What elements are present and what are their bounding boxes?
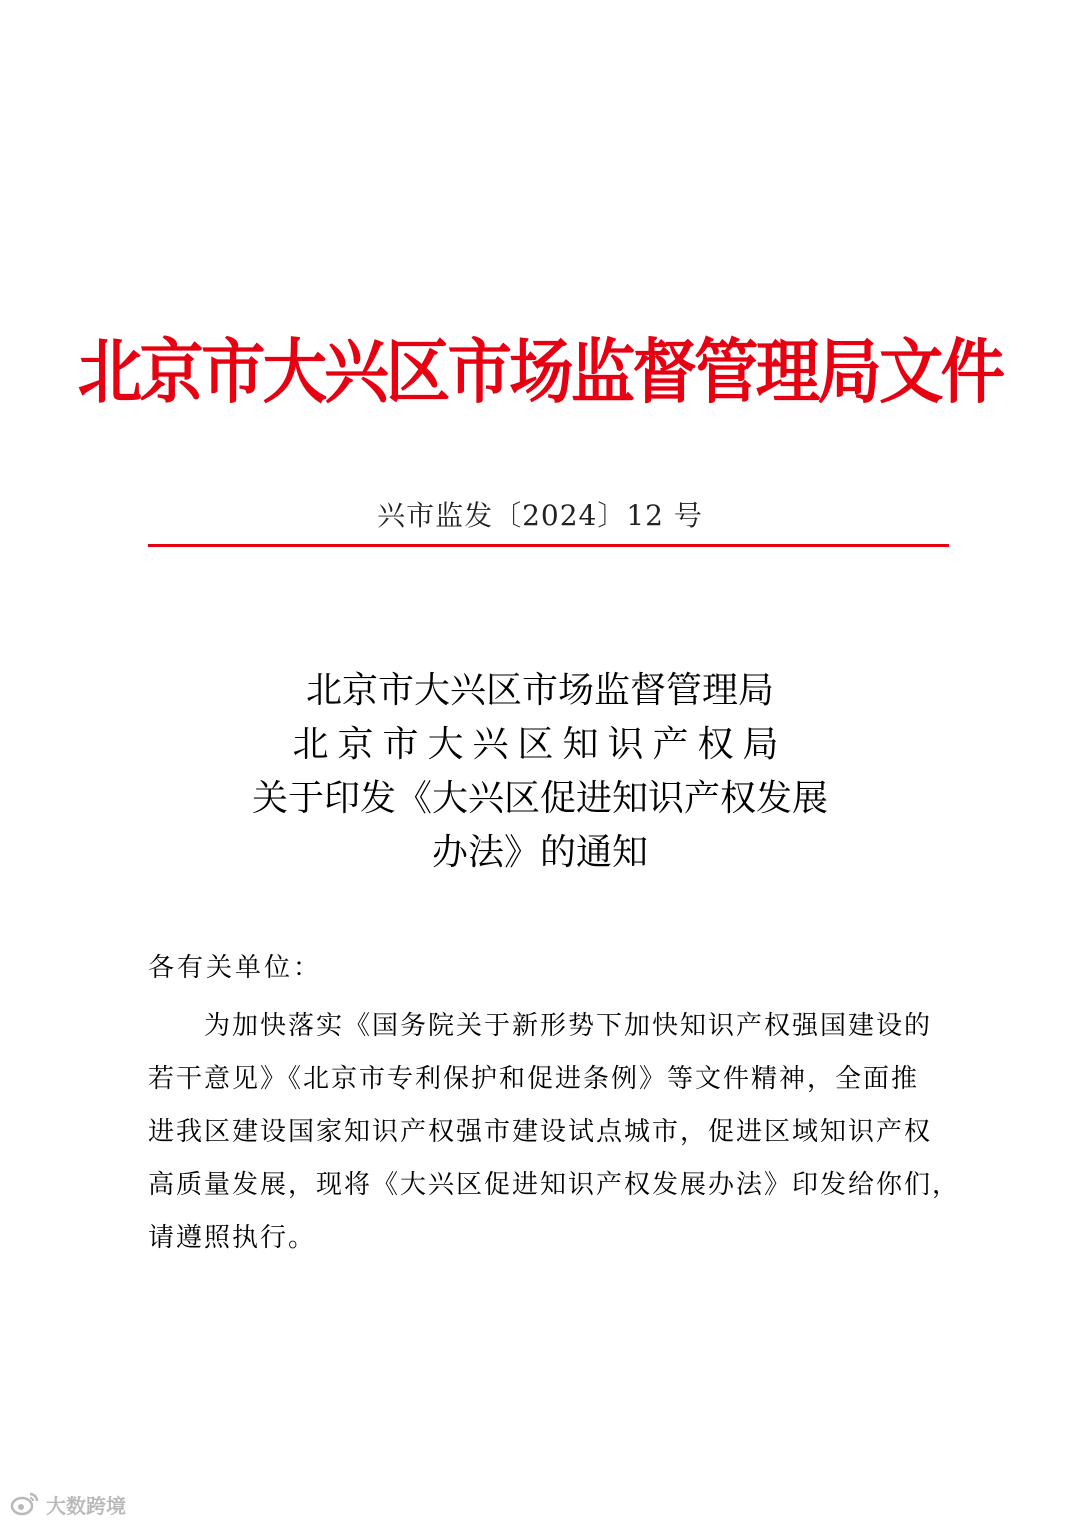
- document-masthead: 北京市大兴区市场监督管理局文件: [77, 331, 1003, 413]
- watermark: [10, 1489, 126, 1519]
- body-paragraph: [148, 1000, 961, 1265]
- body-line-3: 进我区建设国家知识产权强市建设试点城市，促进区域知识产权: [148, 1117, 933, 1147]
- body-line-1: 为加快落实《国务院关于新形势下加快知识产权强国建设的: [204, 1011, 933, 1041]
- notice-title-line-4: 办法》的通知: [431, 832, 648, 873]
- notice-title: [0, 664, 1080, 880]
- body-line-5: 请遵照执行。: [148, 1223, 317, 1253]
- notice-title-line-3: 关于印发《大兴区促进知识产权发展: [251, 778, 828, 819]
- notice-title-line-2: 北京市大兴区知识产权局: [292, 724, 788, 765]
- weibo-logo-icon: [10, 1491, 40, 1517]
- watermark-text: 大数跨境: [46, 1493, 126, 1518]
- body-line-4: 高质量发展，现将《大兴区促进知识产权发展办法》印发给你们，: [148, 1170, 961, 1200]
- red-divider-line: [148, 544, 949, 547]
- notice-title-line-1: 北京市大兴区市场监督管理局: [305, 670, 774, 711]
- body-line-2: 若干意见》《北京市专利保护和促进条例》等文件精神，全面推: [148, 1064, 920, 1094]
- document-number: 兴市监发〔2024〕12 号: [377, 499, 703, 532]
- salutation: 各有关单位：: [148, 953, 323, 983]
